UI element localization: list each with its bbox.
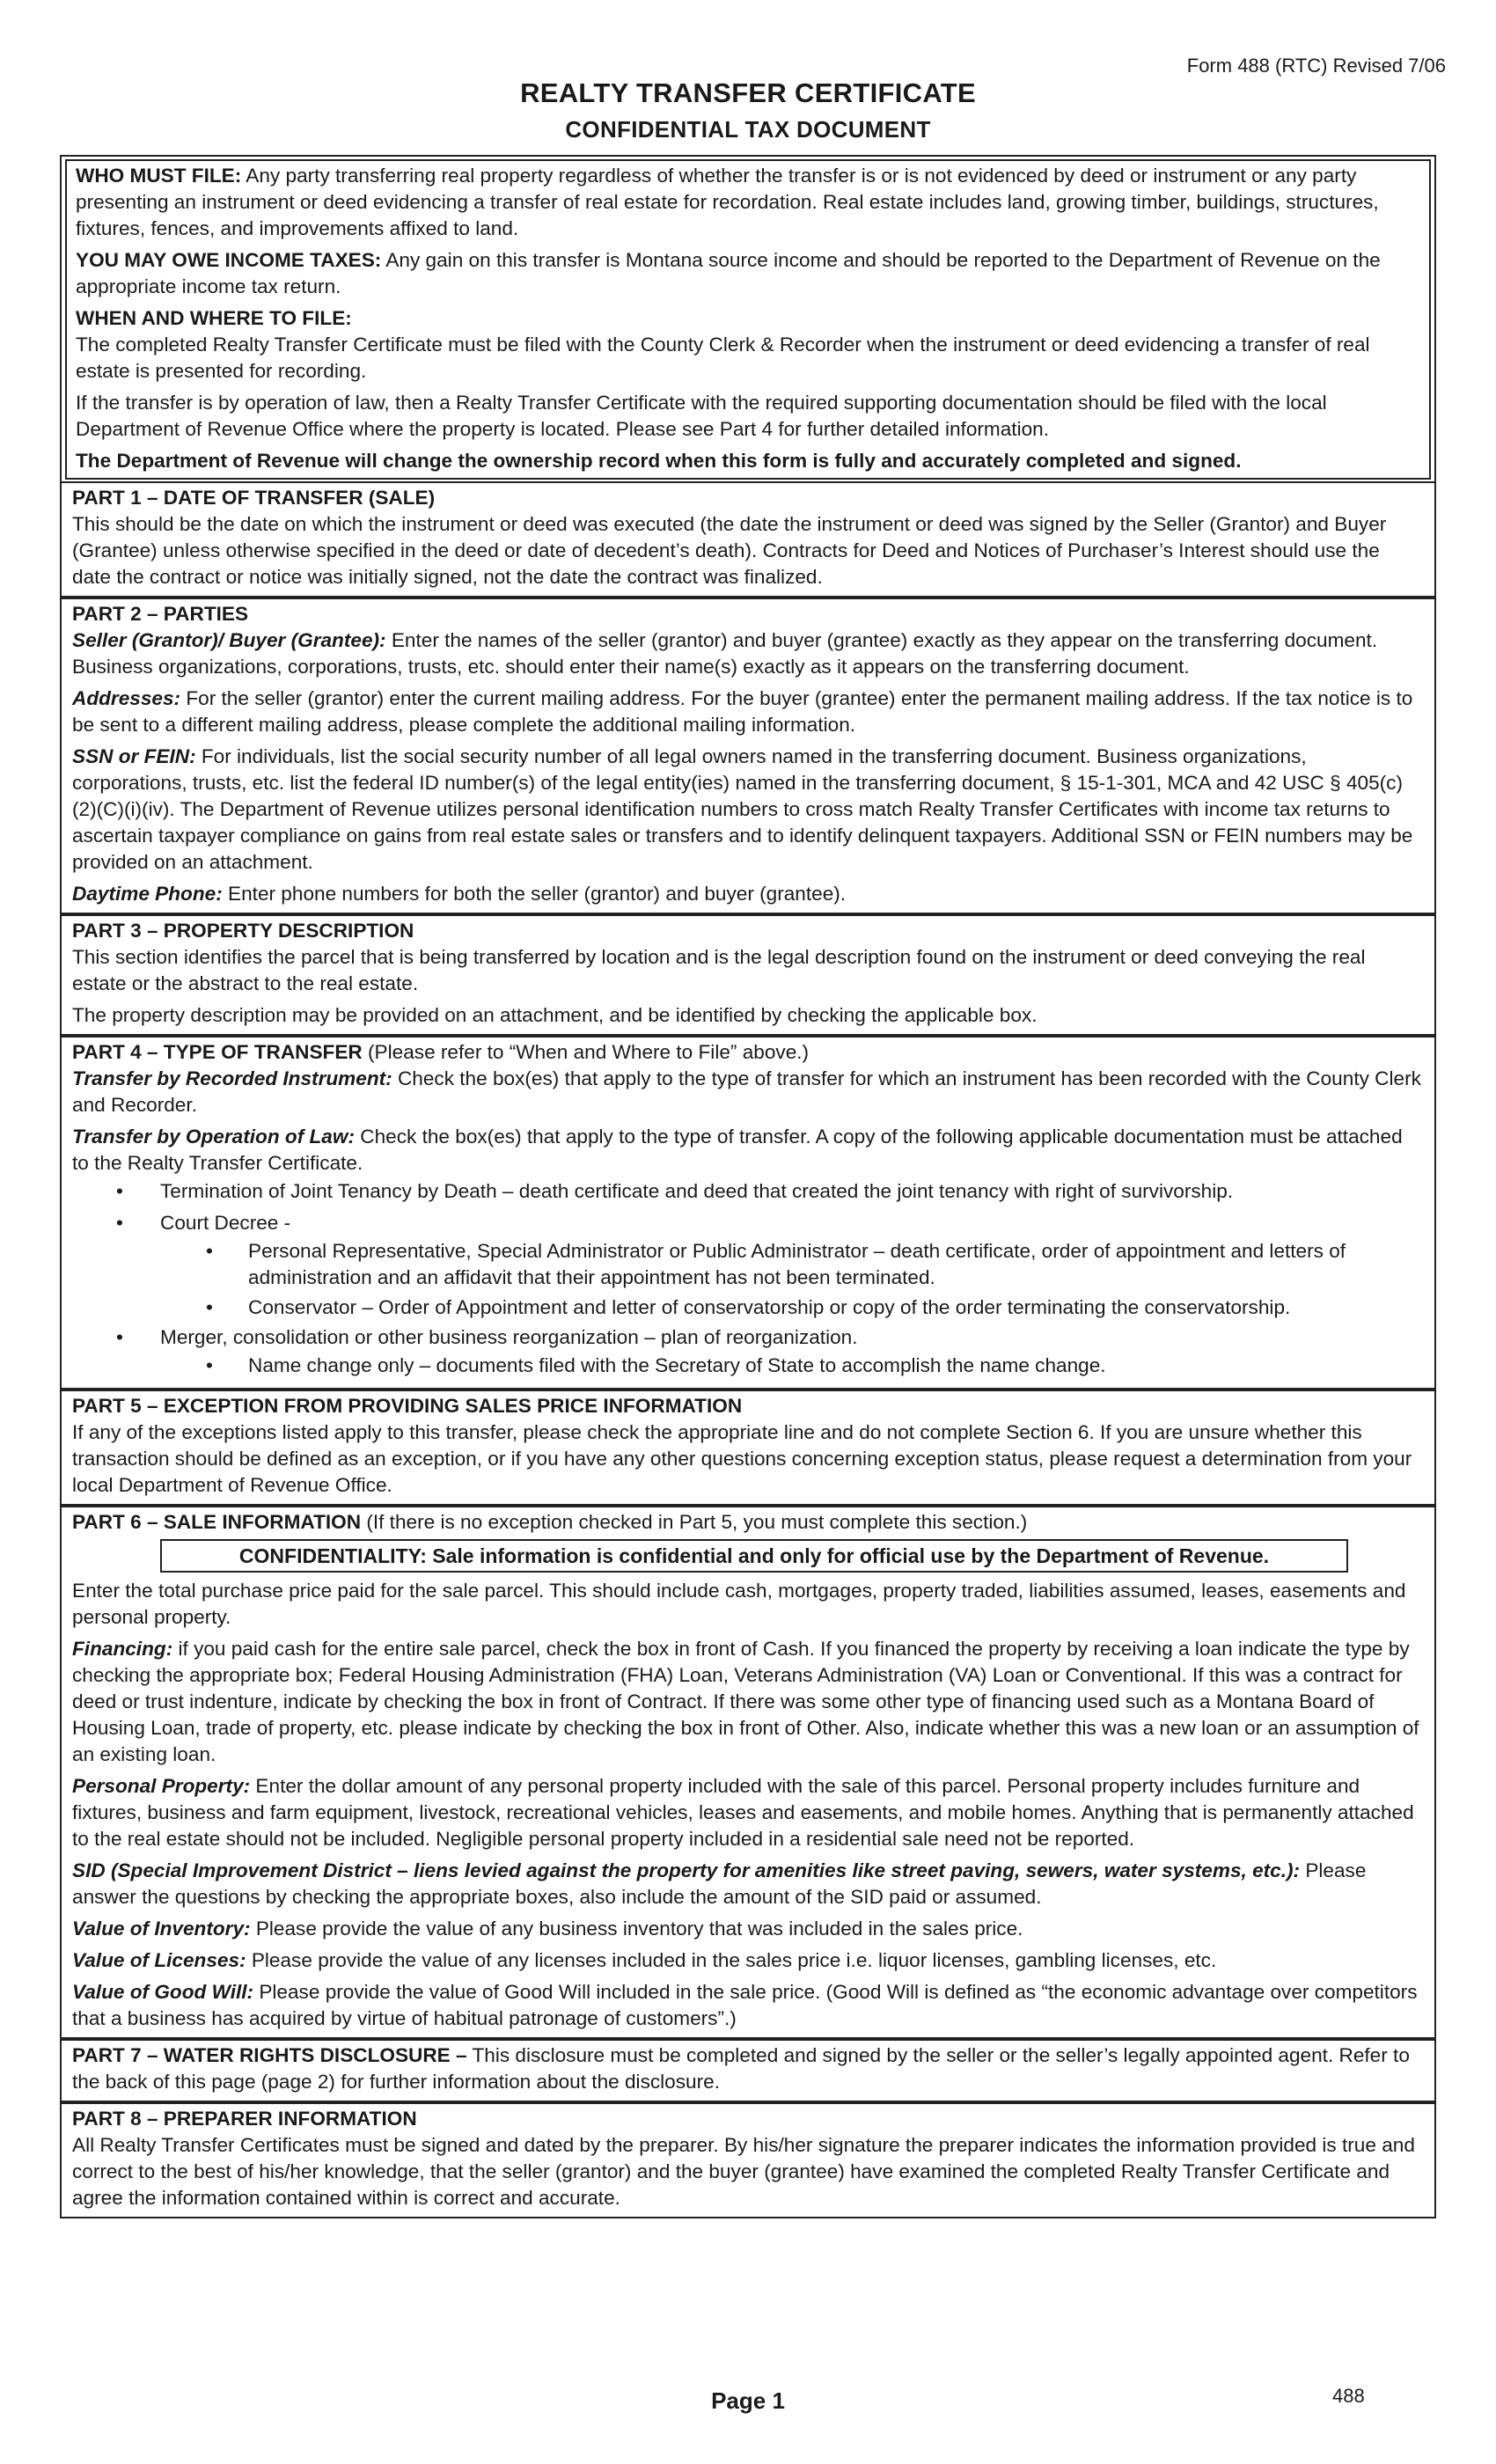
part-6-goodwill (72, 1979, 1424, 2032)
part-6-section (62, 1506, 1434, 2039)
merger-sublist (160, 1353, 1424, 1379)
phone-label: Daytime Phone: (72, 883, 223, 905)
part-6-heading: PART 6 – SALE INFORMATION (72, 1511, 362, 1533)
goodwill-text: Please provide the value of Good Will included in the sale price. (Good Will is defined as “the economic advantage over competitors that a business has acquired by virtue of habitual patronage of customers”.) (72, 1981, 1418, 2029)
part-3-text-1: This section identifies the parcel that is being transferred by location and is the legal description found on the instrument or deed conveying the real estate or the abstract to the real estate. (72, 946, 1366, 994)
addresses-text: For the seller (grantor) enter the current mailing address. For the buyer (grantee) enter the permanent mailing address. If the tax notice is to be sent to a different mailing address, please complete the additional mailing information. (72, 687, 1413, 736)
part-4-heading-line (72, 1039, 1424, 1066)
part-4-section (62, 1036, 1434, 1390)
part-8-section (62, 2102, 1434, 2217)
part-3-text-2: The property description may be provided on an attachment, and be identified by checking the applicable box. (72, 1004, 1038, 1026)
merger-label: Merger, consolidation or other business reorganization – plan of reorganization. (160, 1326, 858, 1348)
personal-property-label: Personal Property: (72, 1775, 251, 1797)
part-2-phone (72, 881, 1424, 907)
who-must-file (76, 163, 1420, 242)
part-8-heading: PART 8 – PREPARER INFORMATION (72, 2108, 417, 2130)
income-taxes-text: Any gain on this transfer is Montana source income and should be reported to the Department of Revenue on the appropriate income tax return. (76, 249, 1381, 297)
page-title: REALTY TRANSFER CERTIFICATE (520, 77, 976, 108)
part-1-section (62, 481, 1434, 598)
part-6-heading-note: (If there is no exception checked in Part 5, you must complete this section.) (361, 1511, 1028, 1533)
income-taxes-label: YOU MAY OWE INCOME TAXES: (76, 249, 382, 271)
financing-text: if you paid cash for the entire sale parcel, check the box in front of Cash. If you financed the property by receiving a loan indicate the type by checking the appropriate box; Federal Housing Administration (FHA) Loan, Veterans Administration (VA) Loan or Conventional. If this was a contract for deed or trust indenture, indicate by checking the box in front of Contract. If there was some other type of financing used such as a Montana Board of Housing Loan, trade of property, etc. please indicate by checking the box in front of Other. Also, indicate whether this was a new loan or an assumption of an existing loan. (72, 1638, 1419, 1765)
part-4-heading: PART 4 – TYPE OF TRANSFER (72, 1041, 363, 1063)
part-2-addresses (72, 686, 1424, 738)
income-taxes (76, 247, 1420, 300)
part-4-recorded (72, 1066, 1424, 1118)
list-item-court-decree (72, 1210, 1424, 1321)
page-number: Page 1 (711, 2387, 785, 2414)
sub-item-personal-rep: • Personal Representative, Special Administrator or Public Administrator – death certificate, order of appointment and letters of administration and an affidavit that their appointment has not been terminated. (160, 1238, 1424, 1291)
ownership-note: The Department of Revenue will change the ownership record when this form is fully and accurately completed and signed. (76, 450, 1242, 472)
recorded-label: Transfer by Recorded Instrument: (72, 1067, 392, 1089)
sub-item-name-change: • Name change only – documents filed with the Secretary of State to accomplish the name change. (160, 1353, 1424, 1379)
part-5-text: If any of the exceptions listed apply to this transfer, please check the appropriate line and do not complete Section 6. If you are unsure whether this transaction should be defined as an exception, or if you have any other questions concerning exception status, please request a determination from your local Department of Revenue Office. (72, 1421, 1412, 1496)
part-1-heading: PART 1 – DATE OF TRANSFER (SALE) (72, 487, 436, 509)
ssn-label: SSN or FEIN: (72, 745, 196, 767)
inventory-text: Please provide the value of any business inventory that was included in the sales price. (250, 1918, 1023, 1940)
part-4-operation (72, 1124, 1424, 1177)
who-must-file-box (65, 159, 1431, 480)
part-5-section (62, 1390, 1434, 1506)
when-where-heading: WHEN AND WHERE TO FILE: (76, 307, 352, 329)
form-code: 488 (1332, 2385, 1365, 2407)
part-2-section (62, 598, 1434, 914)
part-5-heading: PART 5 – EXCEPTION FROM PROVIDING SALES PRICE INFORMATION (72, 1395, 743, 1417)
part-6-licenses (72, 1947, 1424, 1974)
goodwill-label: Value of Good Will: (72, 1981, 254, 2003)
part-3-heading: PART 3 – PROPERTY DESCRIPTION (72, 920, 414, 942)
part-7-body: This disclosure must be completed and signed by the seller or the seller’s legally appointed agent. Refer to the back of this page (page 2) for further information about the disclosure. (72, 2044, 1410, 2093)
sid-label: SID (Special Improvement District – liens levied against the property for amenities like street paving, sewers, water systems, etc.): (72, 1859, 1301, 1881)
part-7-section (62, 2039, 1434, 2102)
operation-text: Check the box(es) that apply to the type of transfer. A copy of the following applicable documentation must be attached to the Realty Transfer Certificate. (72, 1126, 1403, 1174)
list-item-merger (72, 1324, 1424, 1379)
court-decree-label: Court Decree - (160, 1212, 291, 1234)
when-where-text-1: The completed Realty Transfer Certificate must be filed with the County Clerk & Recorder when the instrument or deed evidencing a transfer of real estate is presented for recording. (76, 334, 1370, 382)
part-3-section (62, 914, 1434, 1036)
part-2-heading: PART 2 – PARTIES (72, 603, 249, 625)
operation-label: Transfer by Operation of Law: (72, 1126, 355, 1148)
sub-item-conservator: • Conservator – Order of Appointment and letter of conservatorship or copy of the order terminating the conservatorship. (160, 1294, 1424, 1321)
inventory-label: Value of Inventory: (72, 1918, 251, 1940)
part-6-personal-property (72, 1773, 1424, 1852)
addresses-label: Addresses: (72, 687, 181, 709)
page-subtitle: CONFIDENTIAL TAX DOCUMENT (565, 116, 931, 143)
part-7-text (72, 2042, 1424, 2095)
financing-label: Financing: (72, 1638, 173, 1660)
when-where-text-2: If the transfer is by operation of law, then a Realty Transfer Certificate with the required supporting documentation should be filed with the local Department of Revenue Office where the property is located. Please see Part 4 for further detailed information. (76, 392, 1327, 440)
part-2-ssn (72, 744, 1424, 876)
part-2-seller-buyer (72, 627, 1424, 680)
recorded-text: Check the box(es) that apply to the type of transfer for which an instrument has been recorded with the County Clerk and Recorder. (72, 1067, 1421, 1116)
seller-buyer-text: Enter the names of the seller (grantor) and buyer (grantee) exactly as they appear on the transferring document. Business organizations, corporations, trusts, etc. should enter their name(s) exactly as it appears on the transferring document. (72, 629, 1378, 678)
licenses-text: Please provide the value of any licenses included in the sales price i.e. liquor licenses, gambling licenses, etc. (246, 1949, 1217, 1971)
confidentiality-notice: CONFIDENTIALITY: Sale information is confidential and only for official use by the Department of Revenue. (160, 1539, 1348, 1573)
who-must-file-label: WHO MUST FILE: (76, 165, 242, 187)
part-6-inventory (72, 1916, 1424, 1942)
sid-text: Please answer the questions by checking the appropriate boxes, also include the amount of the SID paid or assumed. (72, 1859, 1367, 1908)
when-where-label (76, 305, 1420, 332)
who-must-file-text: Any party transferring real property regardless of whether the transfer is or is not evidenced by deed or instrument or any party presenting an instrument or deed evidencing a transfer of real estate for recordation. Real estate includes land, growing timber, buildings, structures, fixtures, fences, and improvements affixed to land. (76, 165, 1379, 239)
form-number: Form 488 (RTC) Revised 7/06 (1186, 55, 1446, 77)
part-6-heading-line (72, 1509, 1424, 1536)
part-6-price: Enter the total purchase price paid for the sale parcel. This should include cash, mortgages, property traded, liabilities assumed, leases, easements and personal property. (72, 1580, 1406, 1628)
operation-list (72, 1178, 1424, 1379)
instructions-frame (60, 155, 1436, 2218)
part-1-text: This should be the date on which the instrument or deed was executed (the date the instrument or deed was signed by the Seller (Grantor) and Buyer (Grantee) unless otherwise specified in the deed or date of decedent’s death). Contracts for Deed and Notices of Purchaser’s Interest should use the date the contract or notice was initially signed, not the date the contract was finalized. (72, 513, 1387, 588)
personal-property-text: Enter the dollar amount of any personal property included with the sale of this parcel. Personal property includes furniture and fixtures, business and farm equipment, livestock, recreational vehicles, leases and easements, and mobile homes. Anything that is permanently attached to the real estate should not be included. Negligible personal property included in a residential sale need not be reported. (72, 1775, 1414, 1850)
phone-text: Enter phone numbers for both the seller (grantor) and buyer (grantee). (222, 883, 847, 905)
part-8-text: All Realty Transfer Certificates must be signed and dated by the preparer. By his/her signature the preparer indicates the information provided is true and correct to the best of his/her knowledge, that the seller (grantor) and the buyer (grantee) have examined the completed Realty Transfer Certificate and agree the information contained within is correct and accurate. (72, 2134, 1415, 2209)
ssn-text: For individuals, list the social security number of all legal owners named in the transferring document. Business organizations, corporations, trusts, etc. list the federal ID number(s) of the legal entity(ies) named in the transferring document, § 15-1-301, MCA and 42 USC § 405(c)(2)(C)(i)(iv). The Department of Revenue utilizes personal identification numbers to cross match Realty Transfer Certificates with income tax returns to ascertain taxpayer compliance on gains from real estate sales or transfers and to identify delinquent taxpayers. Additional SSN or FEIN numbers may be provided on an attachment. (72, 745, 1413, 873)
part-7-heading: PART 7 – WATER RIGHTS DISCLOSURE – (72, 2044, 467, 2066)
part-6-sid (72, 1858, 1424, 1910)
court-decree-sublist (160, 1238, 1424, 1321)
list-item-joint-tenancy: • Termination of Joint Tenancy by Death – death certificate and deed that created the joint tenancy with right of survivorship. (72, 1178, 1424, 1205)
seller-buyer-label: Seller (Grantor)/ Buyer (Grantee): (72, 629, 386, 651)
licenses-label: Value of Licenses: (72, 1949, 246, 1971)
part-4-heading-note: (Please refer to “When and Where to File” above.) (362, 1041, 810, 1063)
part-6-financing (72, 1636, 1424, 1768)
